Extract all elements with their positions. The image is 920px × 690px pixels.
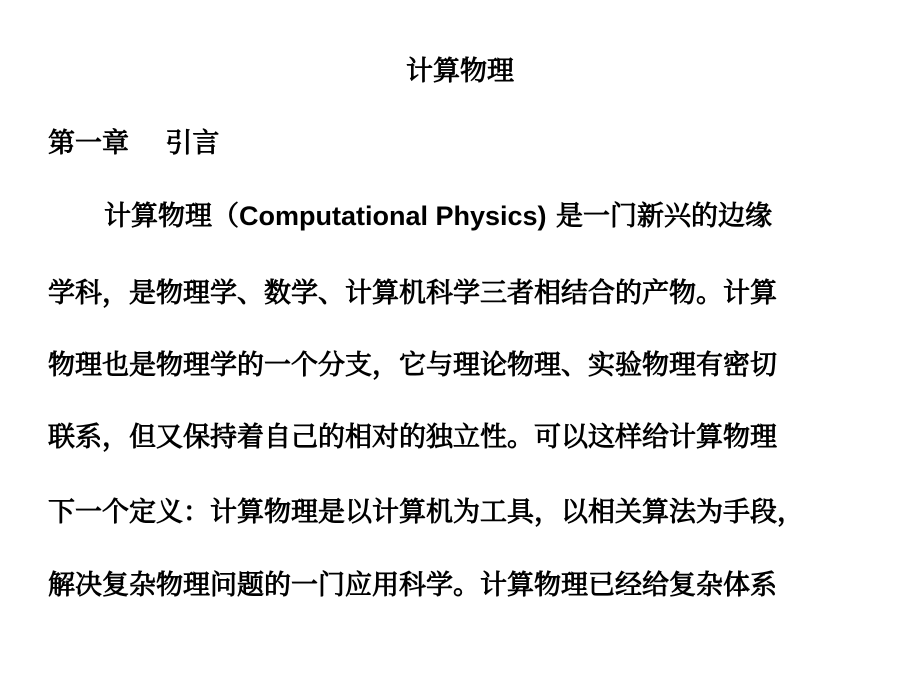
page-title: 计算物理 (406, 56, 514, 87)
paragraph-line-5: 下一个定义：计算物理是以计算机为工具，以相关算法为手段， (48, 497, 804, 528)
paragraph-line-3: 物理也是物理学的一个分支，它与理论物理、实验物理有密切 (48, 350, 777, 381)
chapter-heading: 第一章 引言 (48, 128, 220, 159)
paragraph-line-6: 解决复杂物理问题的一门应用科学。计算物理已经给复杂体系 (48, 570, 777, 601)
paragraph-line-4: 联系，但又保持着自己的相对的独立性。可以这样给计算物理 (48, 422, 777, 453)
line-1-part-b: Computational Physics) (239, 201, 547, 231)
paragraph-line-2: 学科，是物理学、数学、计算机科学三者相结合的产物。计算 (48, 278, 777, 309)
paragraph-line-1 (104, 198, 772, 235)
line-1-part-c: 是一门新兴的边缘 (546, 201, 772, 232)
line-1-part-a: 计算物理（ (104, 201, 239, 232)
